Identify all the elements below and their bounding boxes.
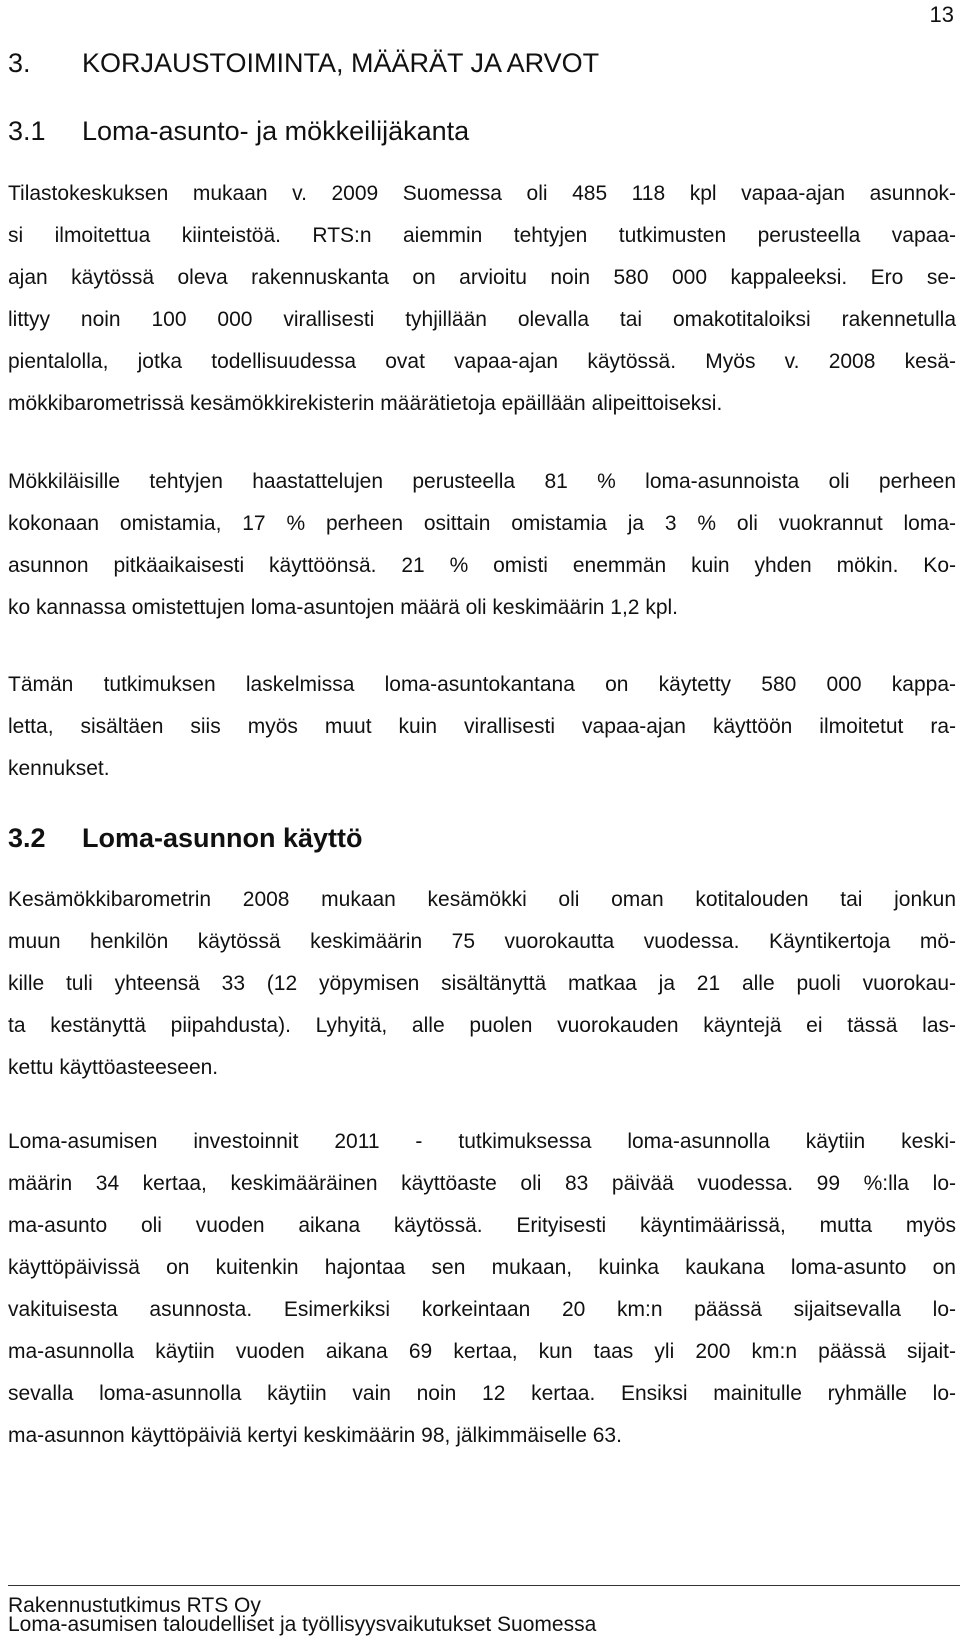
text-line: kettu käyttöasteeseen. (8, 1056, 219, 1079)
paragraph-2 (8, 461, 956, 629)
section-number: 3. (8, 48, 31, 78)
text-line: käyttöpäivissä on kuitenkin hajontaa sen mukaan, kuinka kaukana loma-asunto on (8, 1256, 956, 1279)
paragraph-1 (8, 173, 956, 425)
text-line: ma-asunnon käyttöpäiviä kertyi keskimäärin 98, jälkimmäiselle 63. (8, 1424, 622, 1447)
text-line: si ilmoitettua kiinteistöä. RTS:n aiemmin tehtyjen tutkimusten perusteella vapaa- (8, 224, 956, 247)
text-line: Mökkiläisille tehtyjen haastattelujen perusteella 81 % loma-asunnoista oli perheen (8, 470, 956, 493)
text-line: Kesämökkibarometrin 2008 mukaan kesämökki oli oman kotitalouden tai jonkun (8, 888, 956, 911)
text-line: määrin 34 kertaa, keskimääräinen käyttöaste oli 83 päivää vuodessa. 99 %:lla lo- (8, 1172, 956, 1195)
text-line: ma-asunnolla käytiin vuoden aikana 69 kertaa, kun taas yli 200 km:n päässä sijait- (8, 1340, 956, 1363)
text-line: pientalolla, jotka todellisuudessa ovat vapaa-ajan käytössä. Myös v. 2008 kesä- (8, 350, 956, 373)
section-number: 3.1 (8, 116, 46, 146)
section-title: KORJAUSTOIMINTA, MÄÄRÄT JA ARVOT (82, 48, 600, 78)
text-line: ta kestänyttä piipahdusta). Lyhyitä, alle puolen vuorokauden käyntejä ei tässä las- (8, 1014, 956, 1037)
text-line: vakituisesta asunnosta. Esimerkiksi korkeintaan 20 km:n päässä sijaitsevalla lo- (8, 1298, 956, 1321)
text-line: Tämän tutkimuksen laskelmissa loma-asuntokantana on käytetty 580 000 kappa- (8, 673, 956, 696)
text-line: muun henkilön käytössä keskimäärin 75 vuorokautta vuodessa. Käyntikertoja mö- (8, 930, 956, 953)
text-line: kille tuli yhteensä 33 (12 yöpymisen sisältänyttä matkaa ja 21 alle puoli vuorokau- (8, 972, 956, 995)
section-number: 3.2 (8, 823, 46, 853)
footer-divider (8, 1585, 960, 1586)
page-number: 13 (929, 2, 954, 27)
footer-company: Rakennustutkimus RTS Oy (8, 1594, 261, 1617)
text-line: ajan käytössä oleva rakennuskanta on arvioitu noin 580 000 kappaleeksi. Ero se- (8, 266, 956, 289)
text-line: letta, sisältäen siis myös muut kuin virallisesti vapaa-ajan käyttöön ilmoitetut ra- (8, 715, 956, 738)
text-line: asunnon pitkäaikaisesti käyttöönsä. 21 % omisti enemmän kuin yhden mökin. Ko- (8, 554, 956, 577)
paragraph-3 (8, 664, 956, 790)
text-line: ma-asunto oli vuoden aikana käytössä. Erityisesti käyntimäärissä, mutta myös (8, 1214, 956, 1237)
paragraph-5 (8, 1121, 956, 1457)
footer-report-title: Loma-asumisen taloudelliset ja työllisyysvaikutukset Suomessa (8, 1613, 597, 1636)
text-line: littyy noin 100 000 virallisesti tyhjillään olevalla tai omakotitaloiksi rakennetulla (8, 308, 956, 331)
section-title: Loma-asunnon käyttö (82, 823, 363, 853)
text-line: Tilastokeskuksen mukaan v. 2009 Suomessa oli 485 118 kpl vapaa-ajan asunnok- (8, 182, 956, 205)
section-title: Loma-asunto- ja mökkeilijäkanta (82, 116, 470, 146)
text-line: ko kannassa omistettujen loma-asuntojen määrä oli keskimäärin 1,2 kpl. (8, 596, 679, 619)
text-line: kokonaan omistamia, 17 % perheen osittain omistamia ja 3 % oli vuokrannut loma- (8, 512, 956, 535)
paragraph-4 (8, 879, 956, 1089)
text-line: kennukset. (8, 757, 110, 780)
text-line: mökkibarometrissä kesämökkirekisterin määrätietoja epäillään alipeittoiseksi. (8, 392, 723, 415)
text-line: Loma-asumisen investoinnit 2011 - tutkimuksessa loma-asunnolla käytiin keski- (8, 1130, 956, 1153)
text-line: sevalla loma-asunnolla käytiin vain noin 12 kertaa. Ensiksi mainitulle ryhmälle lo- (8, 1382, 956, 1405)
